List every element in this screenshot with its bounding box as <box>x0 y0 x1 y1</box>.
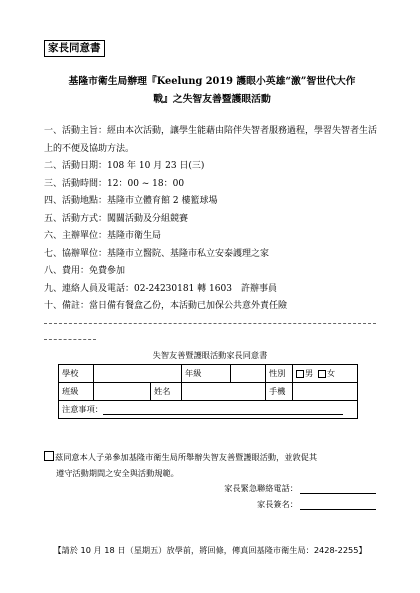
agreement-statement <box>44 449 379 481</box>
parent-signature-label: 家長簽名： <box>257 499 298 509</box>
gender-options <box>293 365 358 383</box>
item-label: 八、費用： <box>44 266 90 276</box>
female-checkbox[interactable] <box>318 370 326 378</box>
document-tag: 家長同意書 <box>44 40 105 57</box>
grade-field[interactable] <box>231 365 266 383</box>
title-line-1: 基隆市衛生局辦理『Keelung 2019 護眼小英雄“激”智世代大作 <box>68 76 356 87</box>
cut-line <box>44 323 376 324</box>
parent-signature-field[interactable] <box>300 499 376 510</box>
phone-field[interactable] <box>293 383 358 401</box>
emergency-phone-row <box>136 483 376 494</box>
form-title: 失智友善暨護眼活動家長同意書 <box>152 350 268 360</box>
return-instructions: 【請於 10 月 18 日（星期五）放學前，將回條，傳真回基隆市衛生局：2428-2255】 <box>53 545 367 555</box>
item-text: 108 年 10 月 23 日(三) <box>107 161 205 171</box>
list-item <box>44 263 384 281</box>
list-item <box>44 228 384 246</box>
item-text: 基隆市立醫院、基隆市私立安泰護理之家 <box>107 248 270 259</box>
activity-details-list <box>44 123 384 316</box>
consent-form-table <box>58 364 358 419</box>
item-text: 闖關活動及分組競賽 <box>107 213 189 224</box>
school-field[interactable] <box>94 365 182 383</box>
male-checkbox[interactable] <box>296 370 304 378</box>
name-label: 姓名 <box>151 383 182 401</box>
notes-label: 注意事項： <box>62 404 103 414</box>
list-item <box>44 298 384 316</box>
agreement-line-1: 茲同意本人子弟參加基隆市衛生局所舉辦失智友善暨護眼活動，並敦促其 <box>55 452 318 462</box>
class-field[interactable] <box>94 383 151 401</box>
item-label: 一、活動主旨： <box>44 126 108 136</box>
school-label: 學校 <box>59 365 94 383</box>
item-text: 12：00 ~ 18：00 <box>107 178 185 189</box>
item-text: 02-24230181 轉 1603 許辦事員 <box>134 283 277 294</box>
parent-signature-row <box>136 499 376 510</box>
item-label: 九、連絡人員及電話： <box>44 283 135 294</box>
page-title <box>44 73 380 109</box>
agree-checkbox[interactable] <box>44 451 54 461</box>
item-label: 三、活動時間： <box>44 178 108 189</box>
item-label: 十、備註： <box>44 301 90 311</box>
phone-label: 手機 <box>266 383 293 401</box>
emergency-phone-field[interactable] <box>300 483 376 494</box>
title-line-2: 戰』之失智友善暨護眼活動 <box>153 94 271 105</box>
emergency-phone-label: 家長緊急聯絡電話： <box>224 483 298 493</box>
list-item <box>44 176 384 194</box>
item-text: 免費參加 <box>89 266 126 276</box>
item-text: 基隆市立體育館 2 樓籃球場 <box>107 196 218 206</box>
list-item <box>44 193 384 211</box>
list-item <box>44 281 384 299</box>
class-label: 班級 <box>59 383 94 401</box>
item-label: 四、活動地點： <box>44 196 108 206</box>
list-item <box>44 246 384 264</box>
male-label: 男 <box>305 368 314 378</box>
list-item <box>44 123 384 158</box>
item-text: 基隆市衛生局 <box>107 231 162 241</box>
cut-line-tail <box>44 339 96 340</box>
notes-field[interactable] <box>103 404 343 415</box>
list-item <box>44 211 384 229</box>
grade-label: 年級 <box>182 365 231 383</box>
agreement-line-2: 遵守活動期間之安全與活動規範。 <box>56 468 179 478</box>
list-item <box>44 158 384 176</box>
item-label: 六、主辦單位： <box>44 231 108 241</box>
gender-label: 性別 <box>266 365 293 383</box>
female-label: 女 <box>326 368 336 378</box>
notes-cell <box>59 401 358 419</box>
name-field[interactable] <box>182 383 266 401</box>
item-label: 七、協辦單位： <box>44 248 108 259</box>
item-text: 經由本次活動，讓學生能藉由陪伴失智者服務過程，學習失智者生活上的不便及協助方法。 <box>44 126 378 154</box>
item-label: 二、活動日期： <box>44 161 108 171</box>
table-row <box>59 401 358 419</box>
item-label: 五、活動方式： <box>44 213 108 224</box>
table-row <box>59 383 358 401</box>
item-text: 當日備有餐盒乙份，本活動已加保公共意外責任險 <box>89 301 288 311</box>
table-row <box>59 365 358 383</box>
